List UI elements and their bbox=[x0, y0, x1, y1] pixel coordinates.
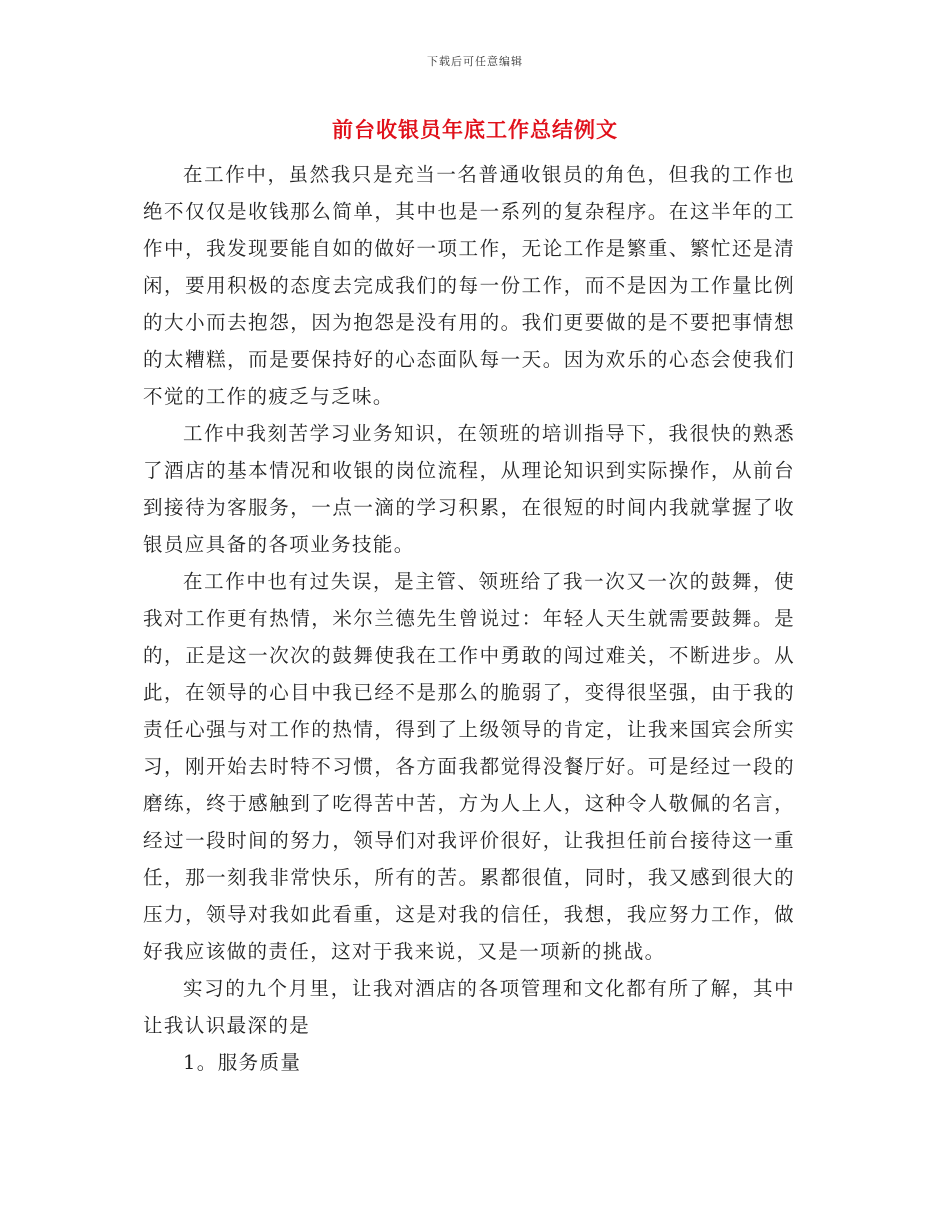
paragraph-service-quality-heading: 1。服务质量 bbox=[183, 1051, 302, 1074]
paragraph-internship-insight: 实习的九个月里，让我对酒店的各项管理和文化都有所了解，其中让我认识最深的是 bbox=[143, 977, 795, 1037]
paragraph-learning-skills: 工作中我刻苦学习业务知识，在领班的培训指导下，我很快的熟悉了酒店的基本情况和收银的岗位流程，从理论知识到实际操作，从前台到接待为客服务，一点一滴的学习积累，在很短的时间内我就掌握了收银员应具备的各项业务技能。 bbox=[143, 422, 795, 556]
document-title: 前台收银员年底工作总结例文 bbox=[332, 117, 618, 142]
page-header-note: 下载后可任意编辑 bbox=[427, 55, 523, 68]
paragraph-work-attitude: 在工作中，虽然我只是充当一名普通收银员的角色，但我的工作也绝不仅仅是收钱那么简单，其中也是一系列的复杂程序。在这半年的工作中，我发现要能自如的做好一项工作，无论工作是繁重、繁忙还是清闲，要用积极的态度去完成我们的每一份工作，而不是因为工作量比例的大小而去抱怨，因为抱怨是没有用的。我们更要做的是不要把事情想的太糟糕，而是要保持好的心态面队每一天。因为欢乐的心态会使我们不觉的工作的疲乏与乏味。 bbox=[143, 163, 795, 408]
document-body bbox=[143, 156, 795, 1081]
paragraph-encouragement-growth: 在工作中也有过失误，是主管、领班给了我一次又一次的鼓舞，使我对工作更有热情，米尔兰德先生曾说过：年轻人天生就需要鼓舞。是的，正是这一次次的鼓舞使我在工作中勇敢的闯过难关，不断进步。从此，在领导的心目中我已经不是那么的脆弱了，变得很坚强，由于我的责任心强与对工作的热情，得到了上级领导的肯定，让我来国宾会所实习，刚开始去时特不习惯，各方面我都觉得没餐厅好。可是经过一段的磨练，终于感触到了吃得苦中苦，方为人上人，这种令人敬佩的名言，经过一段时间的努力，领导们对我评价很好，让我担任前台接待这一重任，那一刻我非常快乐，所有的苦。累都很值，同时，我又感到很大的压力，领导对我如此看重，这是对我的信任，我想，我应努力工作，做好我应该做的责任，这对于我来说，又是一项新的挑战。 bbox=[143, 570, 795, 963]
